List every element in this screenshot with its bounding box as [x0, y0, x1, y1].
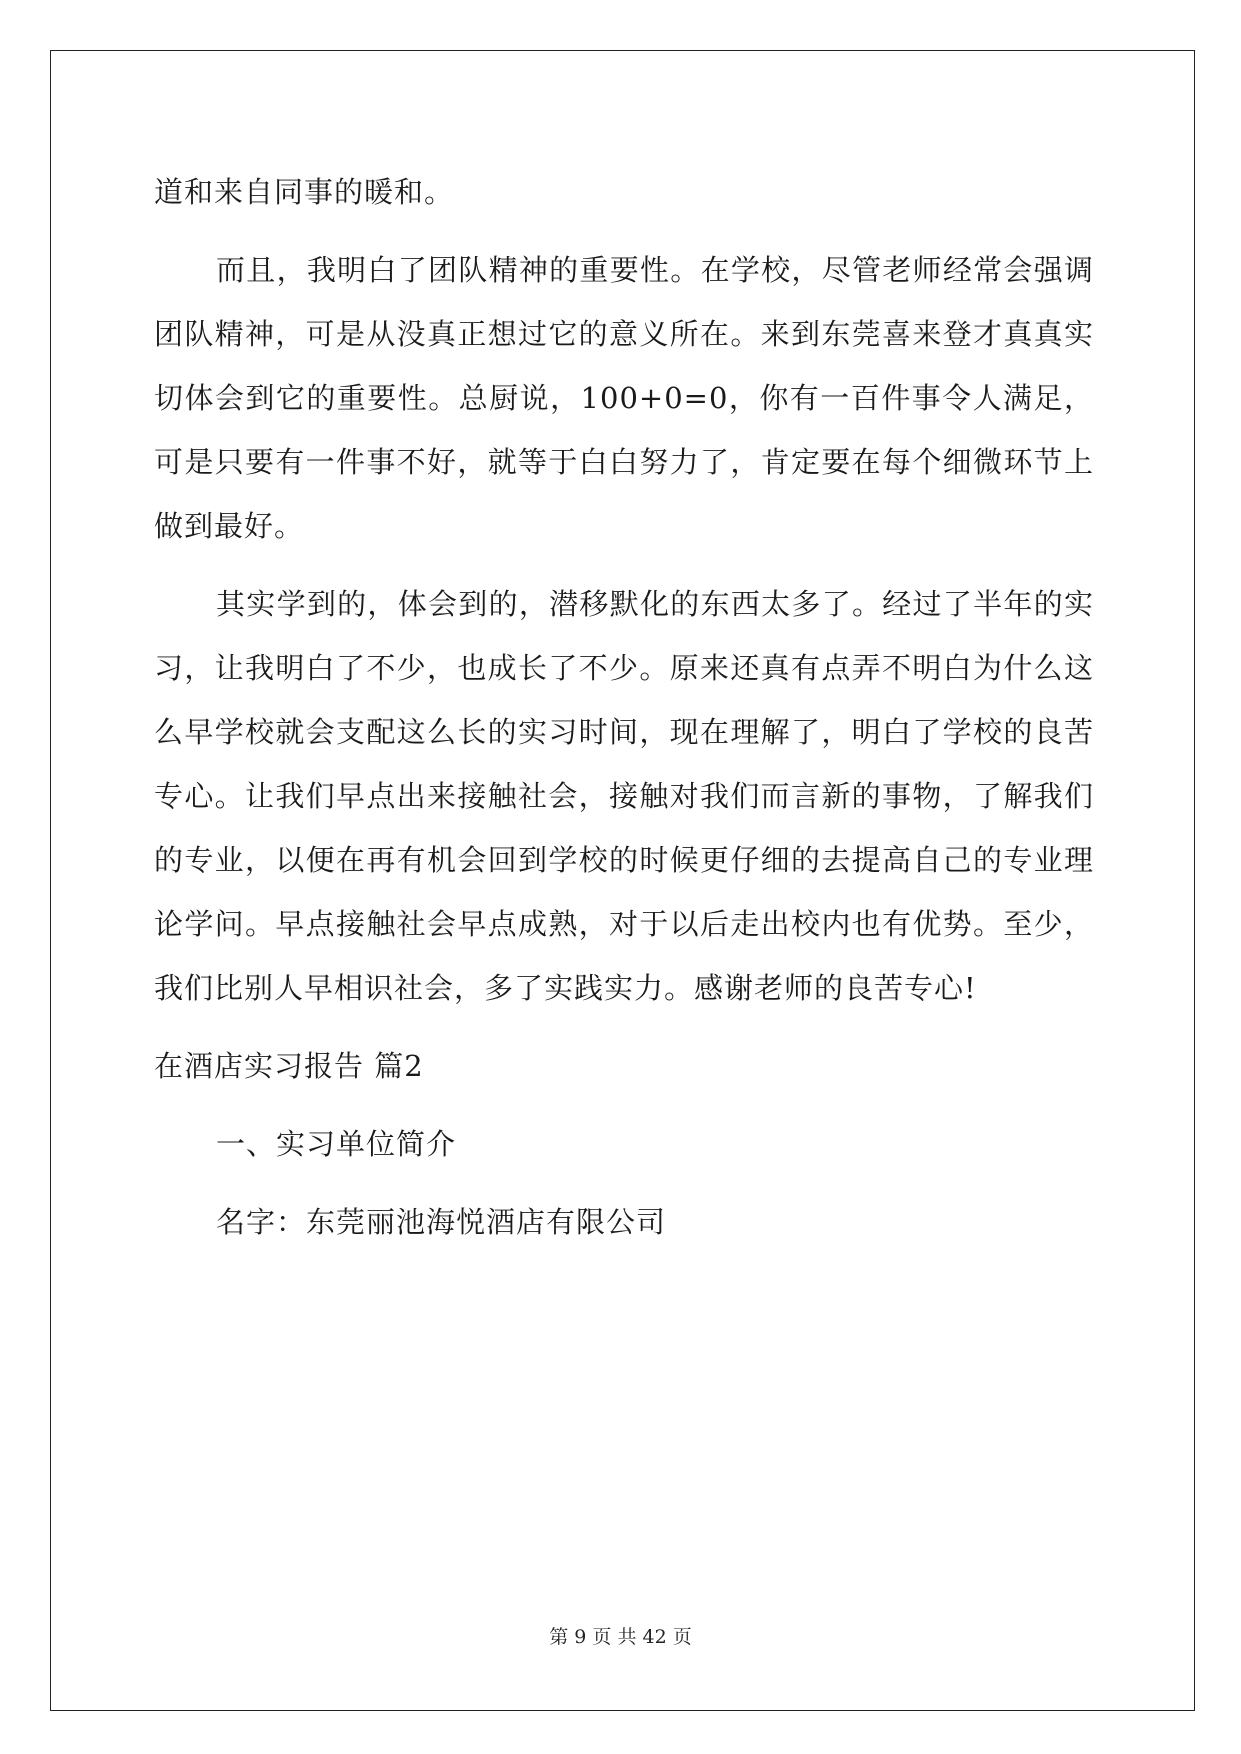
subsection-heading: 一、实习单位简介 — [216, 1127, 457, 1161]
section-title: 在酒店实习报告 篇2 — [154, 1049, 424, 1083]
paragraph-team-spirit: 而且，我明白了团队精神的重要性。在学校，尽管老师经常会强调团队精神，可是从没真正想过它的意义所在。来到东莞喜来登才真真实切体会到它的重要性。总厨说，100+0=0，你有一百件事令人满足，可是只要有一件事不好，就等于白白努力了，肯定要在每个细微环节上做到最好。 — [154, 253, 1094, 543]
document-body — [154, 160, 1094, 1268]
page-number-footer: 第 9 页 共 42 页 — [549, 1626, 692, 1648]
company-name-line: 名字：东莞丽池海悦酒店有限公司 — [216, 1205, 667, 1239]
paragraph-continuation: 道和来自同事的暖和。 — [154, 175, 455, 209]
paragraph-internship-reflection: 其实学到的，体会到的，潜移默化的东西太多了。经过了半年的实习，让我明白了不少，也成长了不少。原来还真有点弄不明白为什么这么早学校就会支配这么长的实习时间，现在理解了，明白了学校的良苦专心。让我们早点出来接触社会，接触对我们而言新的事物，了解我们的专业，以便在再有机会回到学校的时候更仔细的去提高自己的专业理论学问。早点接触社会早点成熟，对于以后走出校内也有优势。至少，我们比别人早相识社会，多了实践实力。感谢老师的良苦专心! — [154, 587, 1094, 1005]
